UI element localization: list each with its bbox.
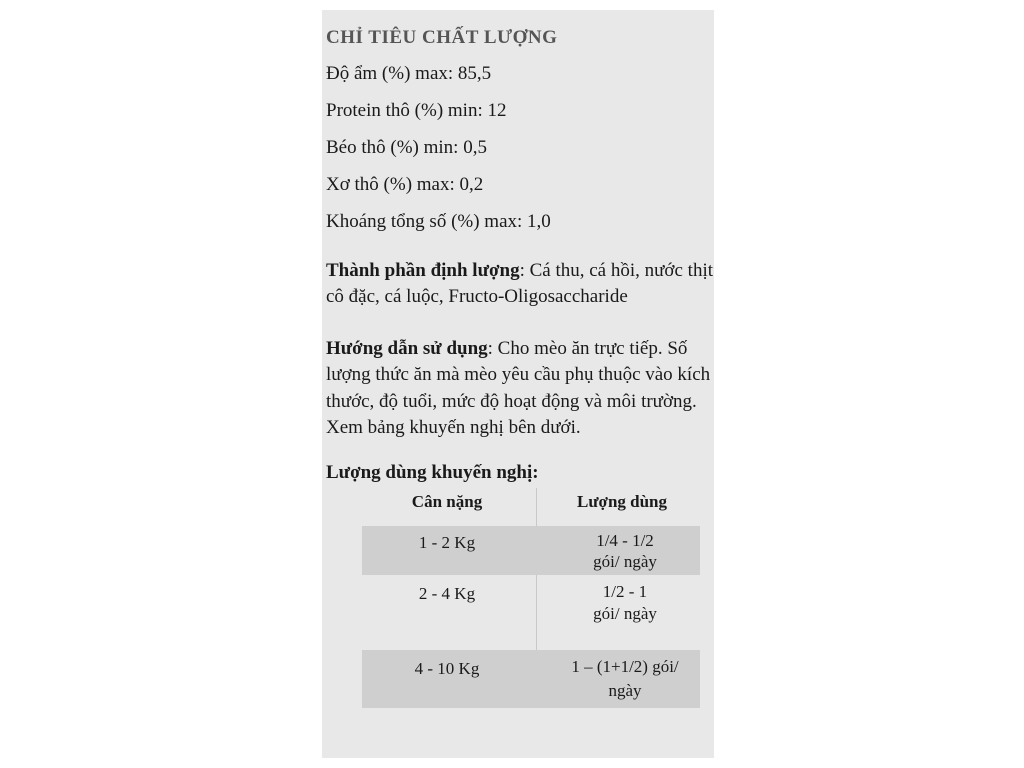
usage-text: : Cho mèo ăn trực tiếp. Số lượng thức ăn mà mèo yêu cầu phụ thuộc vào kích thước, độ tuổi, mức độ hoạt động và môi trường. Xem bảng khuyến nghị bên dưới. [326, 337, 711, 439]
row-weight: 1 - 2 Kg [418, 532, 476, 552]
spec-fat: Béo thô (%) min: 0,5 [326, 136, 487, 158]
row-amount-line1: 1/4 - 1/2 [596, 530, 654, 550]
quality-spec-list [326, 55, 714, 240]
header-weight: Cân nặng [411, 491, 483, 511]
row-amount-line2: ngày [608, 680, 642, 700]
row-amount-line1: 1/2 - 1 [602, 581, 648, 601]
row-amount-line2: gói/ ngày [593, 603, 657, 623]
row-weight: 2 - 4 Kg [418, 583, 476, 603]
spec-minerals: Khoáng tổng số (%) max: 1,0 [326, 210, 551, 232]
recommendation-title: Lượng dùng khuyến nghị: [326, 461, 539, 483]
row-amount-line2: gói/ ngày [593, 551, 657, 571]
table-header-row [326, 488, 714, 526]
composition-label: Thành phần định lượng [326, 259, 520, 281]
spec-moisture: Độ ẩm (%) max: 85,5 [326, 62, 492, 84]
table-row [326, 526, 714, 575]
quality-heading: CHỈ TIÊU CHẤT LƯỢNG [326, 27, 558, 48]
composition-paragraph [326, 258, 714, 311]
usage-label: Hướng dẫn sử dụng [326, 337, 488, 359]
dosage-table [326, 488, 714, 708]
table-row [326, 575, 714, 650]
row-amount-line1: 1 – (1+1/2) gói/ [571, 656, 679, 676]
spec-fiber: Xơ thô (%) max: 0,2 [326, 173, 484, 195]
spec-protein: Protein thô (%) min: 12 [326, 99, 507, 121]
table-row [326, 650, 714, 708]
product-label-panel [322, 10, 714, 758]
composition-text: : Cá thu, cá hồi, nước thịt cô đặc, cá luộc, Fructo-Oligosaccharide [326, 259, 714, 308]
usage-paragraph [326, 336, 714, 442]
header-amount: Lượng dùng [576, 491, 668, 511]
row-weight: 4 - 10 Kg [414, 658, 480, 678]
